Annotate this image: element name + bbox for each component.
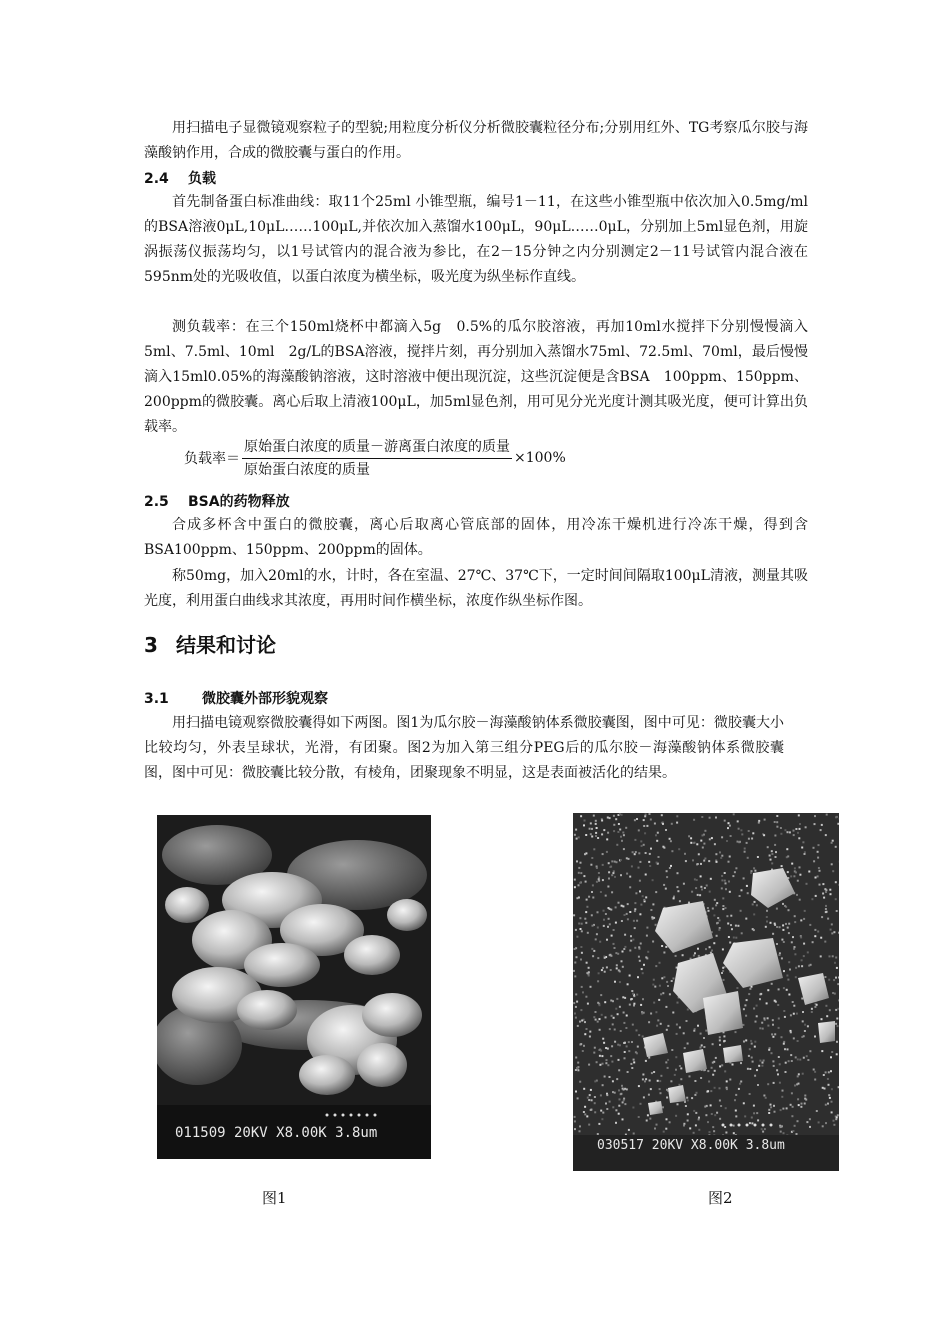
- formula-denominator: 原始蛋白浓度的质量: [244, 461, 370, 478]
- figure-2-sem-label: 030517 20KV X8.00K 3.8um: [597, 1138, 785, 1153]
- paragraph-standard-curve: 首先制备蛋白标准曲线：取11个25ml 小锥型瓶，编号1－11，在这些小锥型瓶中依次加入0.5mg/ml的BSA溶液0μL,10μL……100μL,并依次加入蒸馏水100μL，90μL……0μL，分别加上5ml显色剂，用旋涡振荡仪振荡均匀，以1号试管内的混合液为参比，在2－15分钟之内分别测定2－11号试管内混合液在595nm处的光吸收值，以蛋白浓度为横坐标，吸光度为纵坐标作直线。: [144, 194, 808, 285]
- formula-suffix: ×100%: [514, 450, 566, 466]
- figure-1-sem-label: 011509 20KV X8.00K 3.8um: [175, 1125, 378, 1141]
- formula-numerator: 原始蛋白浓度的质量－游离蛋白浓度的质量: [242, 437, 512, 459]
- paragraph-freeze-drying: 合成多杯含中蛋白的微胶囊，离心后取离心管底部的固体，用冷冻干燥机进行冷冻干燥，得到含BSA100ppm、150ppm、200ppm的固体。: [144, 517, 808, 558]
- section-heading-3: [144, 630, 276, 660]
- paragraph-sem-observation: 用扫描电镜观察微胶囊得如下两图。图1为瓜尔胶－海藻酸钠体系微胶囊图，图中可见：微胶囊大小比较均匀，外表呈球状，光滑，有团聚。图2为加入第三组分PEG后的瓜尔胶－海藻酸钠体系微胶囊图，图中可见：微胶囊比较分散，有棱角，团聚现象不明显，这是表面被活化的结果。: [144, 715, 784, 781]
- section-number: 3: [144, 633, 158, 657]
- figure-2-sem-image: [573, 813, 839, 1171]
- section-heading-2-5: [144, 491, 290, 513]
- section-title: 负载: [188, 171, 216, 187]
- paragraph-loading-rate: 测负载率：在三个150ml烧杯中都滴入5g 0.5%的瓜尔胶溶液，再加10ml水搅拌下分别慢慢滴入5ml、7.5ml、10ml 2g/L的BSA溶液，搅拌片刻，再分别加入蒸馏水75ml、72.5ml、70ml，最后慢慢滴入15ml0.05%的海藻酸钠溶液，这时溶液中便出现沉淀，这些沉淀便是含BSA 100ppm、150ppm、200ppm的微胶囊。离心后取上清液100μL，加5ml显色剂，用可见分光光度计测其吸光度，便可计算出负载率。: [144, 319, 808, 435]
- section-heading-2-4: [144, 168, 216, 190]
- formula-lhs: 负载率＝: [184, 451, 240, 467]
- formula-fraction: [242, 437, 512, 480]
- figure-1-caption: 图1: [262, 1189, 287, 1207]
- section-title: BSA的药物释放: [188, 494, 290, 510]
- paragraph-characterization: 用扫描电子显微镜观察粒子的型貌;用粒度分析仪分析微胶囊粒径分布;分别用红外、TG考察瓜尔胶与海藻酸钠作用，合成的微胶囊与蛋白的作用。: [144, 120, 808, 161]
- section-number: 3.1: [144, 691, 169, 707]
- section-number: 2.4: [144, 171, 169, 187]
- figure-1-sem-image: [157, 815, 431, 1159]
- paragraph-release-measurement: 称50mg，加入20ml的水，计时，各在室温、27℃、37℃下，一定时间间隔取100μL清液，测量其吸光度，利用蛋白曲线求其浓度，再用时间作横坐标，浓度作纵坐标作图。: [144, 568, 808, 609]
- section-title: 微胶囊外部形貌观察: [202, 691, 328, 707]
- loading-rate-formula: [184, 436, 566, 480]
- section-heading-3-1: [144, 688, 328, 710]
- section-number: 2.5: [144, 494, 169, 510]
- section-title: 结果和讨论: [176, 633, 276, 657]
- figure-2-caption: 图2: [708, 1189, 733, 1207]
